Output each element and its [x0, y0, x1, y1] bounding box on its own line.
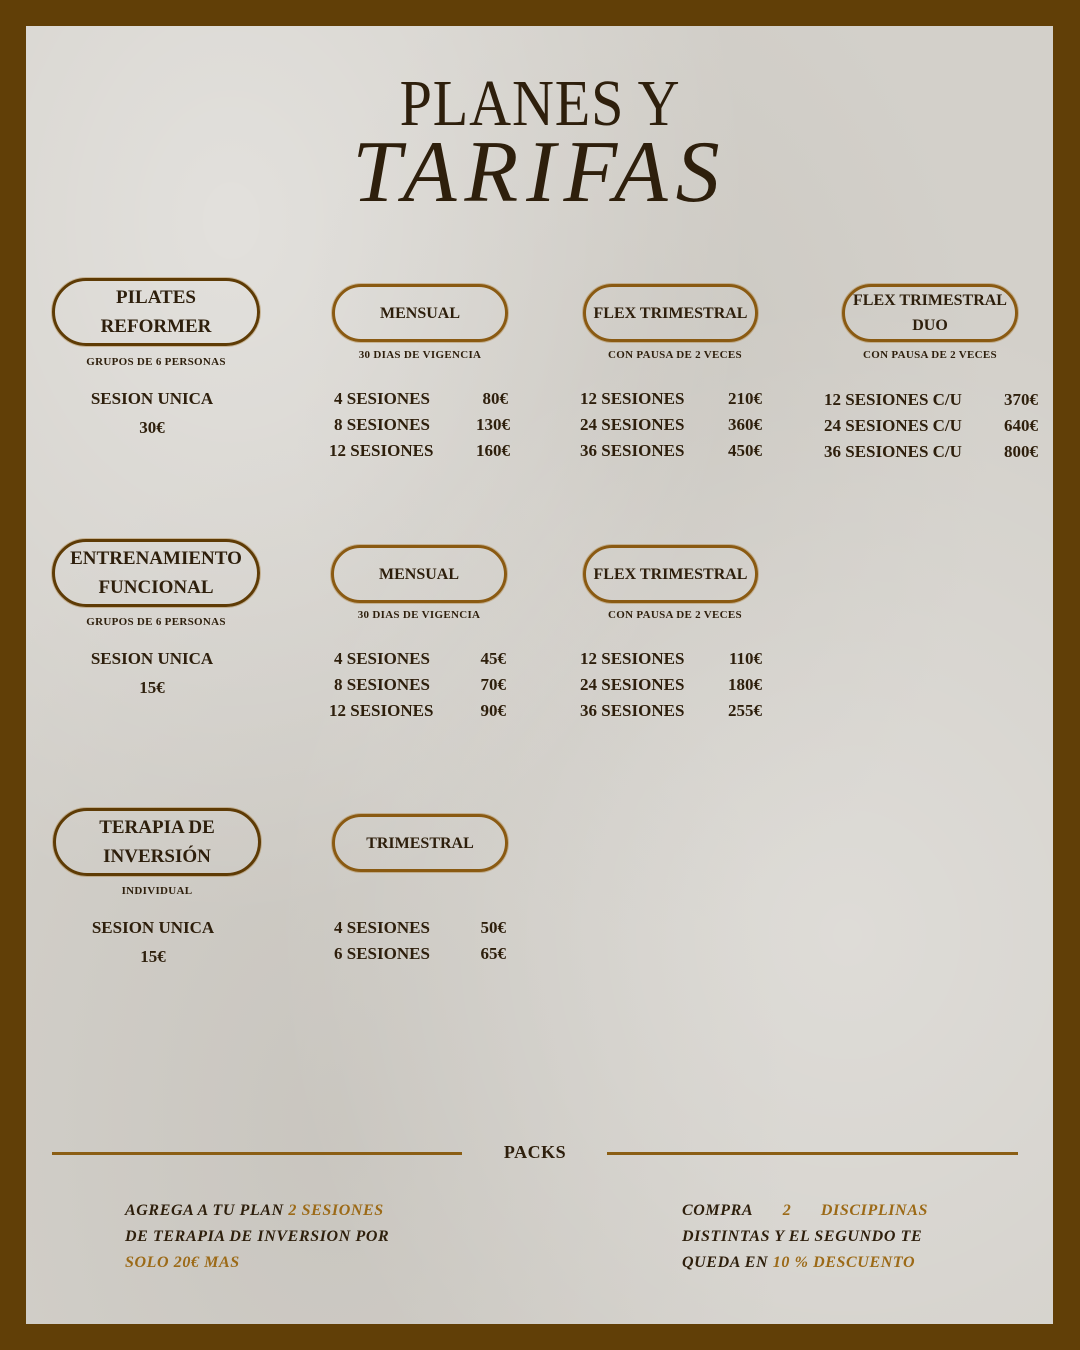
plan-name: FLEX TRIMESTRAL: [593, 304, 748, 322]
pack-text: DE TERAPIA DE INVERSION POR: [125, 1228, 390, 1245]
plan-row-label: 24 SESIONES: [580, 415, 685, 434]
plan-row-label: 24 SESIONES C/U: [824, 416, 962, 435]
plan-row-price: 110€: [728, 649, 762, 668]
plan-row-price: 180€: [728, 675, 762, 694]
section-note: GRUPOS DE 6 PERSONAS: [86, 356, 226, 368]
single-session-price: 30€: [139, 418, 165, 437]
pack-text: DISTINTAS Y EL SEGUNDO TE: [682, 1228, 923, 1245]
section-name-line: TERAPIA DE: [99, 817, 215, 838]
plan-row-price: 45€: [480, 649, 506, 668]
section-name-line: INVERSIÓN: [103, 846, 211, 867]
plan-row-label: 12 SESIONES: [580, 389, 685, 408]
plan-row-price: 50€: [480, 918, 506, 937]
plan-flex-trimestral-duo-pill: [842, 284, 1018, 342]
plan-row-price: 70€: [480, 675, 506, 694]
plan-mensual-pill: [332, 284, 508, 342]
plan-row-label: 36 SESIONES: [580, 441, 685, 460]
plan-row-price: 370€: [1004, 390, 1038, 409]
plan-row-price: 255€: [728, 701, 762, 720]
plan-flex-trimestral-pill: [583, 545, 758, 603]
plan-row-price: 640€: [1004, 416, 1038, 435]
section-terapia-inversion-pill: [53, 808, 261, 876]
pack-offer-left: [125, 1198, 415, 1276]
section-note: INDIVIDUAL: [121, 885, 193, 897]
section-name-line: PILATES: [116, 287, 196, 308]
section-name-line: REFORMER: [100, 316, 212, 337]
section-pilates-reformer-pill: [52, 278, 260, 346]
single-session-label: SESION UNICA: [90, 389, 214, 408]
pack-text: COMPRA: [682, 1202, 754, 1219]
plan-row-label: 6 SESIONES: [334, 944, 430, 963]
plan-row-label: 12 SESIONES: [329, 441, 434, 460]
packs-heading: PACKS: [503, 1142, 567, 1162]
plan-name: FLEX TRIMESTRAL: [593, 565, 748, 583]
plan-note: CON PAUSA DE 2 VECES: [608, 609, 742, 621]
plan-note: CON PAUSA DE 2 VECES: [608, 349, 742, 361]
plan-row-label: 8 SESIONES: [334, 415, 430, 434]
plan-row-price: 65€: [480, 944, 506, 963]
pack-highlight: 2: [782, 1202, 792, 1219]
section-name-line: ENTRENAMIENTO: [70, 548, 242, 569]
plan-trimestral-pill: [332, 814, 508, 872]
section-entrenamiento-funcional-pill: [52, 539, 260, 607]
plan-row-label: 36 SESIONES: [580, 701, 685, 720]
section-note: GRUPOS DE 6 PERSONAS: [86, 616, 226, 628]
pack-highlight: 2 SESIONES: [288, 1202, 384, 1219]
plan-name: TRIMESTRAL: [366, 834, 474, 852]
pack-text: AGREGA A TU PLAN: [125, 1202, 289, 1219]
plan-row-label: 36 SESIONES C/U: [824, 442, 962, 461]
section-name-line: FUNCIONAL: [98, 577, 214, 598]
pack-offer-right: [682, 1198, 942, 1276]
pack-highlight: 10 % DESCUENTO: [772, 1254, 916, 1271]
plan-row-price: 210€: [728, 389, 762, 408]
plan-note: 30 DIAS DE VIGENCIA: [358, 349, 482, 361]
plan-name: MENSUAL: [378, 565, 459, 583]
plan-row-label: 24 SESIONES: [580, 675, 685, 694]
plan-row-price: 90€: [480, 701, 506, 720]
plan-row-label: 12 SESIONES C/U: [824, 390, 962, 409]
plan-name: DUO: [912, 317, 948, 334]
page-title-line1: PLANES Y: [399, 67, 681, 140]
plan-name: FLEX TRIMESTRAL: [853, 292, 1007, 309]
plan-row-label: 12 SESIONES: [580, 649, 685, 668]
pack-highlight: SOLO 20€ MAS: [125, 1254, 240, 1271]
plan-row-price: 450€: [728, 441, 762, 460]
plan-row-price: 80€: [482, 389, 508, 408]
plan-note: 30 DIAS DE VIGENCIA: [357, 609, 481, 621]
single-session-label: SESION UNICA: [90, 649, 214, 668]
plan-row-price: 800€: [1004, 442, 1038, 461]
plan-row-price: 360€: [728, 415, 762, 434]
plan-row-label: 4 SESIONES: [334, 649, 430, 668]
single-session-price: 15€: [140, 947, 166, 966]
pack-text: QUEDA EN: [682, 1254, 773, 1271]
plan-row-label: 4 SESIONES: [334, 918, 430, 937]
plan-row-label: 8 SESIONES: [334, 675, 430, 694]
divider-left: [52, 1152, 462, 1155]
single-session-label: SESION UNICA: [91, 918, 215, 937]
plan-row-label: 12 SESIONES: [329, 701, 434, 720]
plan-flex-trimestral-pill: [583, 284, 758, 342]
page-title-line2: TARIFAS: [352, 124, 728, 221]
plan-mensual-pill: [331, 545, 507, 603]
plan-note: CON PAUSA DE 2 VECES: [863, 349, 997, 361]
plan-row-price: 160€: [476, 441, 510, 460]
pack-highlight: DISCIPLINAS: [820, 1202, 928, 1219]
plan-row-label: 4 SESIONES: [334, 389, 430, 408]
single-session-price: 15€: [139, 678, 165, 697]
plan-row-price: 130€: [476, 415, 510, 434]
plan-name: MENSUAL: [379, 304, 460, 322]
divider-right: [607, 1152, 1018, 1155]
